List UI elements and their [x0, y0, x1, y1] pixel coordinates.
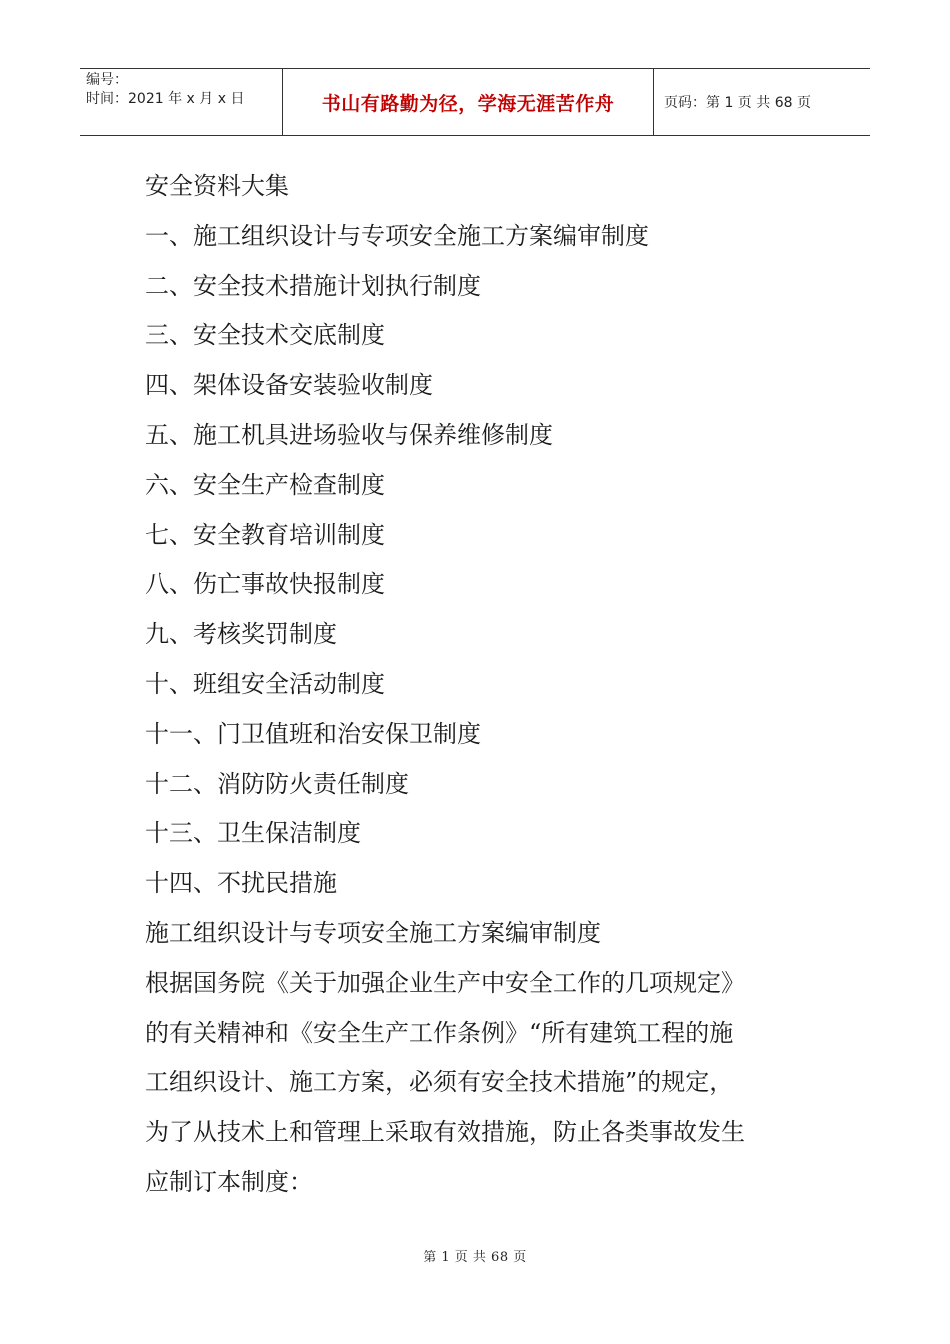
toc-item: 一、施工组织设计与专项安全施工方案编审制度	[145, 221, 649, 250]
toc-item: 十二、消防防火责任制度	[145, 769, 409, 798]
paragraph-line: 工组织设计、施工方案，必须有安全技术措施”的规定，	[145, 1068, 734, 1097]
paragraph-line: 应制订本制度：	[145, 1167, 313, 1196]
document-title: 安全资料大集	[145, 172, 289, 200]
header-page-info: 页码：第 1 页 共 68 页	[664, 95, 811, 111]
toc-item: 十三、卫生保洁制度	[145, 819, 361, 848]
doc-time-label: 时间：2021 年 x 月 x 日	[86, 91, 245, 107]
toc-item: 七、安全教育培训制度	[145, 520, 385, 549]
paragraph-line: 为了从技术上和管理上采取有效措施，防止各类事故发生	[145, 1118, 745, 1147]
toc-item: 六、安全生产检查制度	[145, 470, 385, 499]
paragraph-line: 根据国务院《关于加强企业生产中安全工作的几项规定》	[145, 968, 745, 997]
toc-item: 十一、门卫值班和治安保卫制度	[145, 719, 481, 748]
toc-item: 十四、不扰民措施	[145, 869, 337, 898]
toc-item: 九、考核奖罚制度	[145, 620, 337, 649]
toc-item: 二、安全技术措施计划执行制度	[145, 271, 481, 300]
toc-item: 十、班组安全活动制度	[145, 669, 385, 698]
toc-item: 五、施工机具进场验收与保养维修制度	[145, 420, 553, 449]
document-body	[145, 162, 810, 1208]
page-footer: 第 1 页 共 68 页	[423, 1250, 527, 1265]
header-meta	[80, 69, 282, 135]
doc-number-label: 编号：	[86, 72, 128, 88]
section-heading: 施工组织设计与专项安全施工方案编审制度	[145, 918, 601, 947]
toc-item: 四、架体设备安装验收制度	[145, 371, 433, 400]
page-header	[80, 68, 870, 136]
toc-item: 八、伤亡事故快报制度	[145, 570, 385, 599]
header-motto: 书山有路勤为径，学海无涯苦作舟	[282, 69, 654, 135]
paragraph-line: 的有关精神和《安全生产工作条例》“所有建筑工程的施	[145, 1018, 734, 1047]
toc-item: 三、安全技术交底制度	[145, 321, 385, 350]
